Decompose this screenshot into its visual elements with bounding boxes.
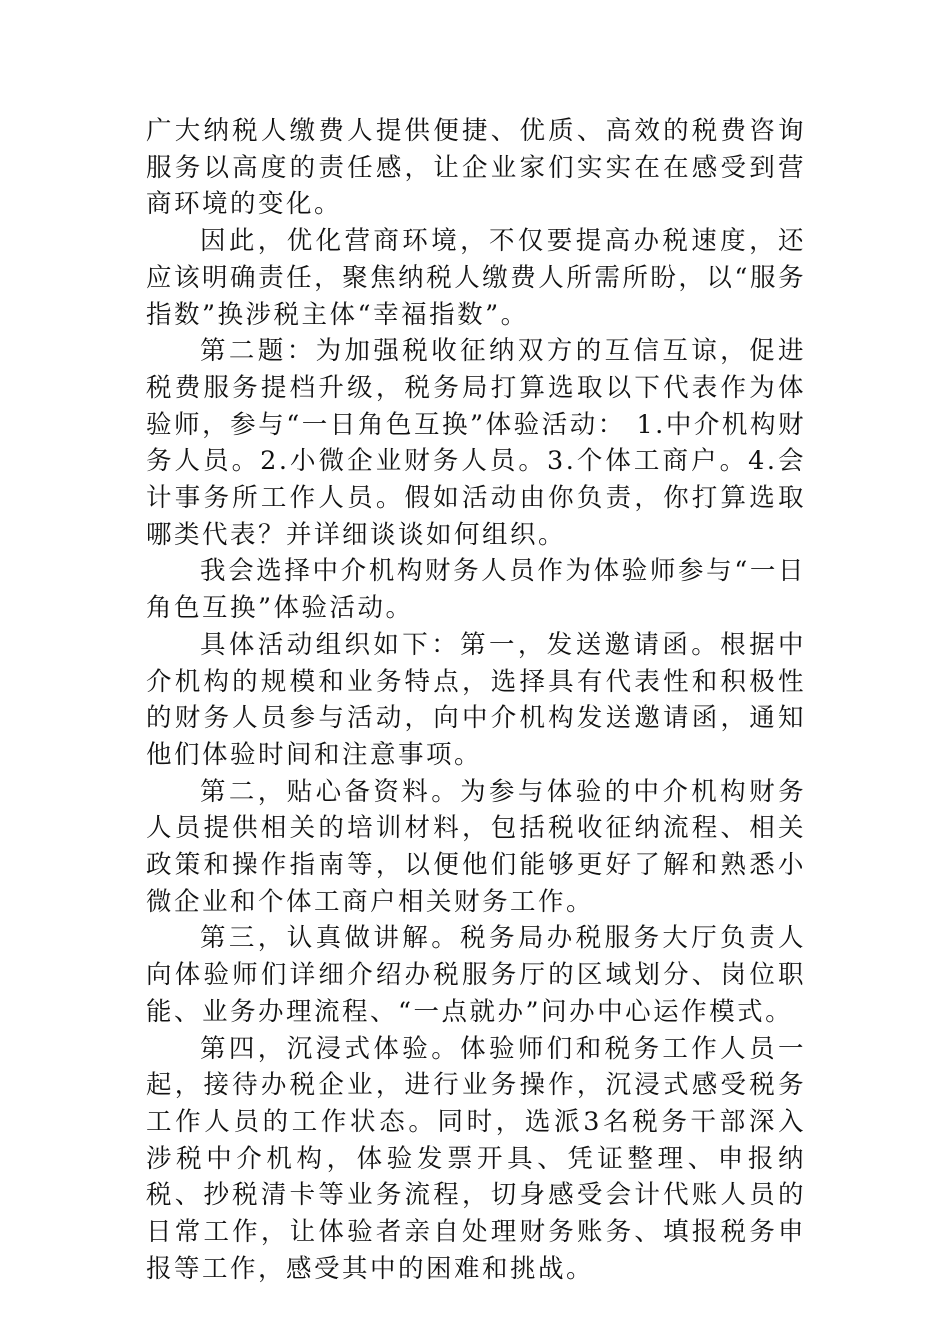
paragraph-answer-choice: 我会选择中介机构财务人员作为体验师参与“一日角色互换”体验活动。 <box>146 556 806 624</box>
paragraph-step-1: 具体活动组织如下：第一，发送邀请函。根据中介机构的规模和业务特点，选择具有代表性和积极性的财务人员参与活动，向中介机构发送邀请函，通知他们体验时间和注意事项。 <box>146 629 806 770</box>
document-body <box>146 113 806 1288</box>
paragraph-step-4: 第四，沉浸式体验。体验师们和税务工作人员一起，接待办税企业，进行业务操作，沉浸式感受税务工作人员的工作状态。同时，选派3名税务干部深入涉税中介机构，体验发票开具、凭证整理、申报纳税、抄税清卡等业务流程，切身感受会计代账人员的日常工作，让体验者亲自处理财务账务、填报税务申报等工作，感受其中的困难和挑战。 <box>146 1033 806 1284</box>
paragraph-question-2: 第二题：为加强税收征纳双方的互信互谅，促进税费服务提档升级，税务局打算选取以下代表作为体验师，参与“一日角色互换”体验活动： 1.中介机构财务人员。2.小微企业财务人员。3.个体工商户。4.会计事务所工作人员。假如活动由你负责，你打算选取哪类代表？并详细谈谈如何组织。 <box>146 336 806 550</box>
paragraph-step-3: 第三，认真做讲解。税务局办税服务大厅负责人向体验师们详细介绍办税服务厅的区域划分、岗位职能、业务办理流程、“一点就办”问办中心运作模式。 <box>146 923 806 1027</box>
paragraph-2: 因此，优化营商环境，不仅要提高办税速度，还应该明确责任，聚焦纳税人缴费人所需所盼，以“服务指数”换涉税主体“幸福指数”。 <box>146 226 806 330</box>
paragraph-1: 广大纳税人缴费人提供便捷、优质、高效的税费咨询服务以高度的责任感，让企业家们实实在在感受到营商环境的变化。 <box>146 116 806 220</box>
paragraph-step-2: 第二，贴心备资料。为参与体验的中介机构财务人员提供相关的培训材料，包括税收征纳流程、相关政策和操作指南等，以便他们能够更好了解和熟悉小微企业和个体工商户相关财务工作。 <box>146 776 806 917</box>
